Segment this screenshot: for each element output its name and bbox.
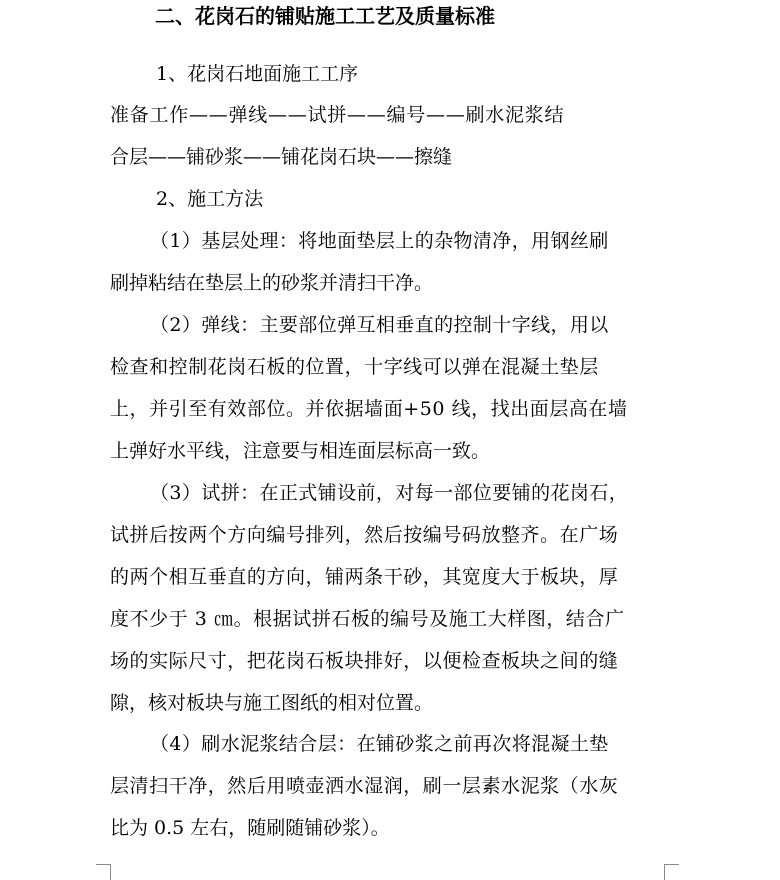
section1-title: 1、花岗石地面施工工序 bbox=[156, 63, 359, 85]
page-corner-mark-right bbox=[664, 864, 679, 880]
step2-line-3: 上，并引至有效部位。并依据墙面+50 线，找出面层高在墙 bbox=[110, 398, 628, 420]
step3-line-3: 的两个相互垂直的方向，铺两条干砂，其宽度大于板块，厚 bbox=[110, 566, 619, 588]
section1-line-1: 准备工作——弹线——试拼——编号——刷水泥浆结 bbox=[110, 104, 565, 126]
section-heading: 二、花岗石的铺贴施工工艺及质量标准 bbox=[155, 4, 495, 28]
step3-line-2: 试拼后按两个方向编号排列，然后按编号码放整齐。在广场 bbox=[110, 524, 619, 546]
step4-line-1: （4）刷水泥浆结合层：在铺砂浆之前再次将混凝土垫 bbox=[150, 733, 609, 755]
step4-line-2: 层清扫干净，然后用喷壶洒水湿润，刷一层素水泥浆（水灰 bbox=[110, 775, 619, 797]
step4-line-3: 比为 0.5 左右，随刷随铺砂浆）。 bbox=[110, 817, 390, 839]
step3-line-1: （3）试拼：在正式铺设前，对每一部位要铺的花岗石， bbox=[150, 482, 629, 504]
step2-line-4: 上弹好水平线，注意要与相连面层标高一致。 bbox=[110, 440, 491, 462]
step1-line-2: 刷掉粘结在垫层上的砂浆并清扫干净。 bbox=[110, 272, 434, 294]
step3-line-5: 场的实际尺寸，把花岗石板块排好，以便检查板块之间的缝 bbox=[110, 650, 619, 672]
step3-line-4: 度不少于 3 ㎝。根据试拼石板的编号及施工大样图，结合广 bbox=[110, 608, 625, 630]
step1-line-1: （1）基层处理：将地面垫层上的杂物清净，用钢丝刷 bbox=[150, 230, 609, 252]
page-corner-mark-left bbox=[96, 864, 111, 880]
section2-title: 2、施工方法 bbox=[156, 188, 264, 210]
step2-line-2: 检查和控制花岗石板的位置，十字线可以弹在混凝土垫层 bbox=[110, 356, 599, 378]
step2-line-1: （2）弹线：主要部位弹互相垂直的控制十字线，用以 bbox=[150, 314, 609, 336]
section1-line-2: 合层——铺砂浆——铺花岗石块——擦缝 bbox=[110, 146, 453, 168]
step3-line-6: 隙，核对板块与施工图纸的相对位置。 bbox=[110, 692, 434, 714]
